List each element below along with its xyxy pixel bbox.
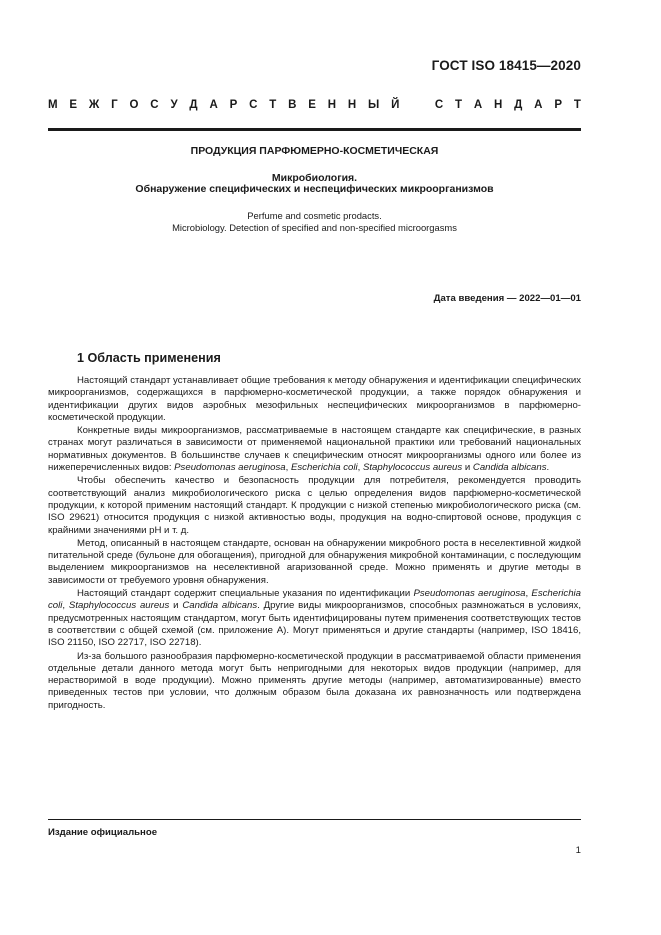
banner-letter: Р bbox=[229, 99, 238, 111]
separator-text: , bbox=[285, 462, 291, 474]
banner-letter: Й bbox=[391, 99, 400, 111]
section-heading: 1 Область применения bbox=[77, 351, 221, 365]
paragraph: Из-за большого разнообразия парфюмерно-косметической продукции в рассматриваемой области применения отдельные детали данного метода могут быть непригодными для некоторых видов продукции (например, для нерастворимой в воде продукции). Можно применять другие методы (например, автоматизированные) вместо приведенных тестов при условии, что должным образом была доказана их равнозначность или подтверждена пригодность. bbox=[48, 650, 581, 711]
separator-text: . bbox=[546, 462, 550, 474]
introduction-date: Дата введения — 2022—01—01 bbox=[433, 293, 581, 304]
paragraph: Метод, описанный в настоящем стандарте, основан на обнаружении микробного роста в неселективной жидкой питательной среде (бульоне для обогащения), пригодной для обнаружения микробной контаминации, с последующим выделением микроорганизмов на неселективной агаризованной среде. Можно применять и другие методы в зависимости от требуемого уровня обнаружения. bbox=[48, 537, 581, 586]
banner-letter: Т bbox=[269, 99, 277, 111]
document-subtitle-line2: Обнаружение специфических и неспецифических микроорганизмов bbox=[135, 183, 494, 195]
banner-letter: Т bbox=[573, 99, 581, 111]
banner-letter: Н bbox=[327, 99, 337, 111]
separator-text: и bbox=[462, 462, 473, 474]
paragraph-text: . Другие виды микроорганизмов, способных размножаться в условиях, предусмотренных настоящим стандартом, могут быть идентифицированы путем применения соответствующих тестов в соответствии с общей схемой (см. приложение А). Могут применяться и другие стандарты (например, ISO 18416, ISO 21150, ISO 22717, ISO 22718). bbox=[48, 600, 581, 649]
edition-label: Издание официальное bbox=[48, 827, 158, 838]
banner-letter: Д bbox=[189, 99, 198, 111]
banner-letter: С bbox=[150, 99, 159, 111]
separator-text: , bbox=[357, 462, 363, 474]
footer-divider bbox=[48, 819, 581, 820]
banner-letter: Ы bbox=[368, 99, 380, 111]
banner-letter: С bbox=[249, 99, 258, 111]
page-number: 1 bbox=[575, 845, 581, 856]
document-title: ПРОДУКЦИЯ ПАРФЮМЕРНО-КОСМЕТИЧЕСКАЯ bbox=[190, 145, 439, 157]
separator-text: , bbox=[62, 600, 69, 612]
banner-letter: Д bbox=[514, 99, 523, 111]
banner-letter: В bbox=[288, 99, 297, 111]
paragraph: Настоящий стандарт устанавливает общие требования к методу обнаружения и идентификации специфических микроорганизмов, содержащихся в парфюмерно-косметической продукции, а также порядок обнаружения и идентификации других видов аэробных мезофильных неспецифических микроорганизмов в парфюмерно-косметической продукции. bbox=[48, 375, 581, 423]
species-name: Staphylococcus aureus bbox=[362, 462, 463, 474]
banner-letter: Г bbox=[111, 99, 118, 111]
species-name: Pseudomonas aeruginosa bbox=[413, 588, 526, 600]
species-name: Candida albicans bbox=[182, 600, 258, 612]
paragraph: Чтобы обеспечить качество и безопасность продукции для потребителя, рекомендуется проводить соответствующий анализ микробиологического риска с целью определения видов парфюмерно-косметической продукции, к которой применим настоящий стандарт. К продукции с низкой степенью микробиологического риска (см. ISO 29621) относится продукция с низкой активностью воды, продукция на водно-спиртовой основе, продукция с крайними значениями pH и т. д. bbox=[48, 475, 581, 536]
banner-letter: А bbox=[473, 99, 483, 111]
document-subtitle-line1: Микробиология. bbox=[271, 172, 358, 184]
interstate-standard-banner bbox=[48, 99, 581, 111]
section-body bbox=[48, 375, 581, 712]
banner-letter: Н bbox=[347, 99, 357, 111]
standard-code: ГОСТ ISO 18415—2020 bbox=[431, 58, 581, 73]
species-name: Escherichia coli bbox=[290, 462, 358, 474]
banner-letter: Т bbox=[455, 99, 463, 111]
banner-letter: Ж bbox=[88, 99, 100, 111]
banner-letter: О bbox=[129, 99, 139, 111]
banner-letter: Е bbox=[308, 99, 316, 111]
banner-letter: Е bbox=[69, 99, 78, 111]
banner-letter: А bbox=[534, 99, 543, 111]
english-title-line2: Microbiology. Detection of specified and non-specified microorgasms bbox=[172, 222, 457, 233]
paragraph-text: Настоящий стандарт содержит специальные указания по идентификации bbox=[77, 588, 414, 600]
banner-letter: М bbox=[48, 99, 58, 111]
species-name: Escherichia coli bbox=[48, 588, 582, 612]
english-title-line1: Perfume and cosmetic prodacts. bbox=[247, 210, 382, 221]
banner-letter: С bbox=[434, 99, 444, 111]
species-name: Staphylococcus aureus bbox=[68, 600, 170, 612]
header-divider bbox=[48, 128, 581, 131]
species-name: Pseudomonas aeruginosa bbox=[174, 462, 286, 474]
banner-letter: Н bbox=[494, 99, 503, 111]
paragraph bbox=[48, 425, 581, 474]
species-name: Candida albicans bbox=[472, 462, 547, 474]
banner-letter: У bbox=[170, 99, 178, 111]
paragraph-text: Конкретные виды микроорганизмов, рассматриваемые в настоящем стандарте как специфические, в разных странах могут различаться в зависимости от применяемой национальной практики или требований национальных нормативных документов. В большинстве случаев к специфическим относят микроорганизмы одного или более из нижеперечисленных видов: bbox=[48, 425, 581, 474]
separator-text: и bbox=[169, 600, 183, 612]
banner-letter: А bbox=[209, 99, 218, 111]
paragraph bbox=[48, 588, 581, 649]
banner-letter: Р bbox=[554, 99, 562, 111]
separator-text: , bbox=[525, 588, 532, 600]
